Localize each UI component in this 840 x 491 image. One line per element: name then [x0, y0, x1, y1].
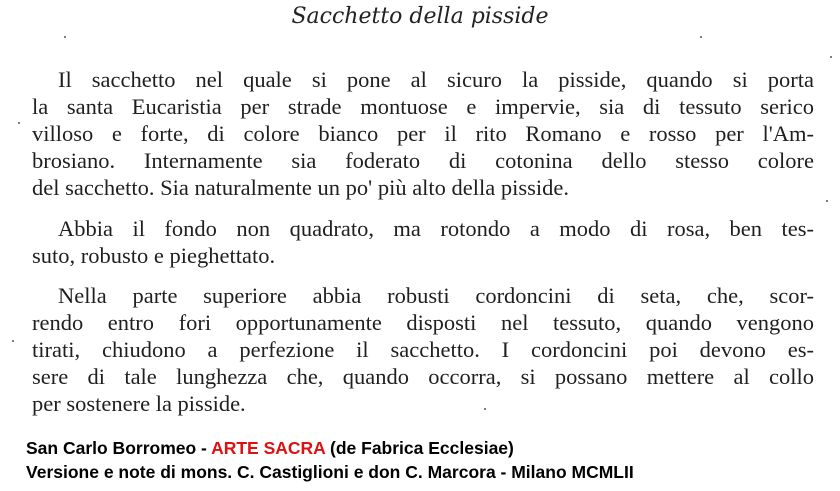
paragraph-line: brosiano. Internamente sia foderato di cotonina dello stesso colore: [32, 148, 814, 173]
scan-speck: [64, 36, 66, 38]
source-credits: [26, 436, 634, 484]
paragraph-line: suto, robusto e pieghettato.: [32, 243, 276, 268]
paragraph-line: del sacchetto. Sia naturalmente un po' più alto della pisside.: [32, 175, 570, 200]
paragraph-line: Nella parte superiore abbia robusti cordoncini di seta, che, scor-: [58, 283, 814, 308]
credits-work-title: ARTE SACRA: [211, 438, 326, 458]
credits-subtitle: (de Fabrica Ecclesiae): [325, 438, 514, 458]
paragraph-2: [32, 215, 814, 269]
paragraph-line: sere di tale lunghezza che, quando occorra, si possano mettere al collo: [32, 364, 814, 389]
paragraph-line: villoso e forte, di colore bianco per il rito Romano e rosso per l'Am-: [32, 121, 814, 146]
paragraph-line: la santa Eucaristia per strade montuose e impervie, sia di tessuto serico: [32, 94, 814, 119]
paragraph-line: per sostenere la pisside.: [32, 391, 246, 416]
paragraph-line: Abbia il fondo non quadrato, ma rotondo a modo di rosa, ben tes-: [58, 216, 814, 241]
paragraph-line: rendo entro fori opportunamente disposti nel tessuto, quando vengono: [32, 310, 814, 335]
scan-speck: [826, 200, 828, 202]
scan-speck: [484, 408, 486, 410]
paragraph-line: Il sacchetto nel quale si pone al sicuro la pisside, quando si porta: [58, 67, 814, 92]
scan-speck: [830, 56, 832, 58]
scan-speck: [12, 340, 14, 342]
document-title: Sacchetto della pisside: [291, 4, 549, 29]
paragraph-line: tirati, chiudono a perfezione il sacchetto. I cordoncini poi devono es-: [32, 337, 814, 362]
paragraph-1: [32, 66, 814, 201]
credits-line-1: [26, 436, 634, 460]
paragraph-3: [32, 282, 814, 417]
scan-speck: [700, 36, 702, 38]
scan-speck: [18, 122, 20, 124]
credits-author: San Carlo Borromeo -: [26, 438, 212, 458]
credits-line-2: Versione e note di mons. C. Castiglioni e don C. Marcora - Milano MCMLII: [26, 462, 634, 482]
